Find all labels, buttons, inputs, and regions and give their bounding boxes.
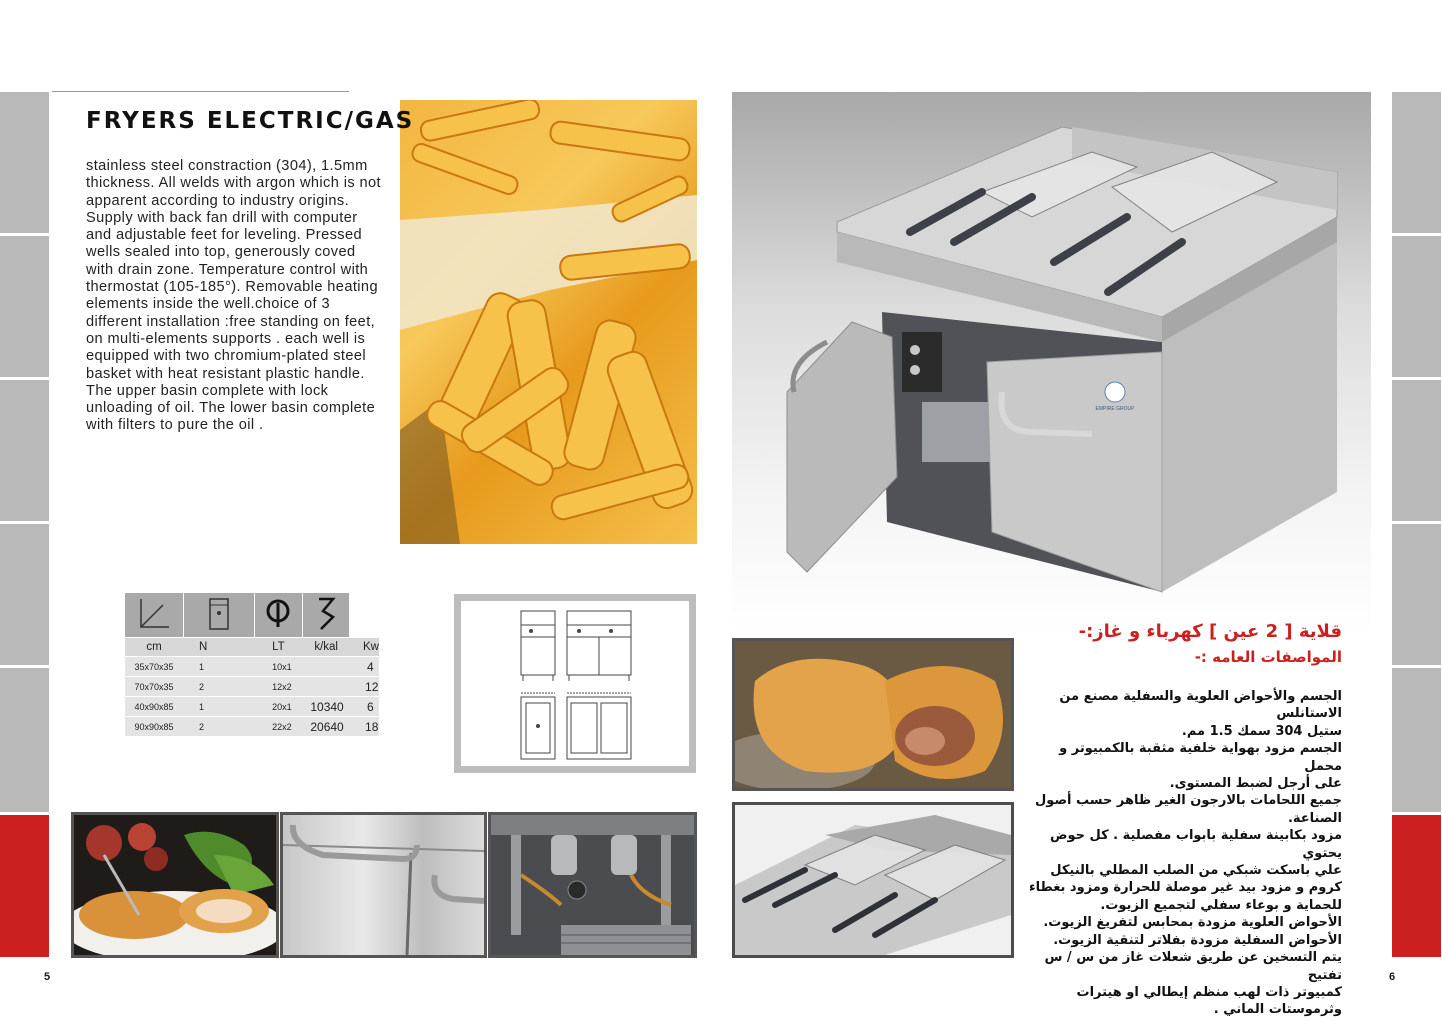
arabic-line: على أرجل لضبط المستوى.: [1169, 776, 1342, 792]
arabic-line: الأحواض العلوية مزودة بمحابس لتفريغ الزيوت.: [1043, 915, 1342, 931]
side-tab-right-1: [1392, 92, 1441, 233]
side-tab-left-4: [0, 524, 49, 665]
arabic-line: مزود بكابينة سفلية بابواب مفصلية . كل حوض يحتوي: [1049, 828, 1342, 861]
side-tab-left-active: [0, 815, 49, 957]
col-litres: LT: [254, 638, 302, 657]
fryer-hero-image: [732, 92, 1371, 632]
photo-gas-burners: [488, 812, 697, 958]
side-tab-left-3: [0, 380, 49, 521]
arabic-line: كروم و مزود بيد غير موصلة للحرارة ومزود بغطاء: [1029, 880, 1342, 896]
table-row: [125, 677, 379, 697]
photo-door-handles: [280, 812, 487, 958]
arabic-line: علي باسكت شبكي من الصلب المطلي بالنيكل: [1050, 863, 1342, 879]
page-number-right: 6: [1389, 971, 1396, 983]
col-basins: N: [183, 638, 254, 657]
side-tab-right-active: [1392, 815, 1441, 957]
arabic-line: الجسم والأحواض العلوية والسفلية مصنع من الاستانلس: [1059, 689, 1342, 722]
arabic-line: الصناعة.: [1287, 810, 1342, 826]
arabic-line: يتم التسخين عن طريق شعلات غاز من س / س تفتيح: [1044, 950, 1342, 983]
photo-spring-roll: [732, 638, 1014, 791]
cell-kcal: 10340: [302, 697, 349, 717]
cell-kcal: [302, 657, 349, 677]
spec-table: [125, 593, 379, 737]
cell-kw: 6: [349, 697, 379, 717]
arabic-specifications: [1024, 688, 1342, 1019]
dimension-icon: [125, 593, 183, 638]
fries-photo: [400, 100, 697, 544]
arabic-title: قلاية [ 2 عين ] كهرباء و غاز:-: [1078, 621, 1342, 642]
cell-litres: 20x1: [254, 697, 302, 717]
side-tab-right-3: [1392, 380, 1441, 521]
table-row: [125, 657, 379, 677]
cell-litres: 22x2: [254, 717, 302, 737]
arabic-line: ستيل 304 سمك 1.5 مم.: [1181, 723, 1342, 739]
title-rule: [52, 91, 349, 92]
page-title: FRYERS ELECTRIC/GAS: [86, 108, 415, 134]
photo-fryer-top: [732, 802, 1014, 958]
cell-basins: 2: [183, 677, 254, 697]
cell-kcal: 20640: [302, 717, 349, 737]
arabic-line: جميع اللحامات بالارجون الغير ظاهر حسب أصول: [1035, 793, 1342, 809]
table-row: [125, 697, 379, 717]
brand-badge: EMPIRE GROUP: [1095, 406, 1135, 412]
side-tab-right-2: [1392, 236, 1441, 377]
arabic-line: وثرموستات الماني .: [1213, 1002, 1342, 1018]
cell-basins: 1: [183, 697, 254, 717]
cell-kcal: [302, 677, 349, 697]
cell-litres: 10x1: [254, 657, 302, 677]
col-dimensions: cm: [125, 638, 183, 657]
technical-drawings: [454, 594, 696, 773]
arabic-subtitle: المواصفات العامه :-: [1194, 648, 1342, 666]
table-row: [125, 717, 379, 737]
basin-icon: [183, 593, 254, 638]
side-tab-left-5: [0, 668, 49, 812]
side-tab-left-2: [0, 236, 49, 377]
cell-litres: 12x2: [254, 677, 302, 697]
photo-chicken-plate: [71, 812, 279, 958]
cell-kw: 12: [349, 677, 379, 697]
power-icon: [302, 593, 349, 638]
cell-basins: 2: [183, 717, 254, 737]
cell-dimensions: 70x70x35: [125, 677, 183, 697]
cell-dimensions: 35x70x35: [125, 657, 183, 677]
col-kcal: k/kal: [302, 638, 349, 657]
cell-dimensions: 90x90x85: [125, 717, 183, 737]
gas-burner-icon: [254, 593, 302, 638]
side-tab-right-5: [1392, 668, 1441, 812]
cell-dimensions: 40x90x85: [125, 697, 183, 717]
arabic-line: للحماية و بوعاء سفلي لتجميع الزيوت.: [1100, 897, 1342, 913]
arabic-line: كمبيوتر ذات لهب منظم إيطالي او هيترات: [1076, 984, 1342, 1000]
side-tab-right-4: [1392, 524, 1441, 665]
cell-kw: 4: [349, 657, 379, 677]
product-description: stainless steel constraction (304), 1.5mm thickness. All welds with argon which is not apparent according to industry origins. Supply with back fan drill with computer and adjustable feet for leveling. Pressed wells sealed into top, generously coved with drain zone. Temperature control with thermostat (105-185°). Removable heating elements inside the well.choice of 3 different installation :free standing on feet, on multi-elements supports . each well is equipped with two chromium-plated steel basket with heat resistant plastic handle. The upper basin complete with lock unloading of oil. The lower basin complete with filters to pure the oil .: [86, 158, 382, 434]
page-number-left: 5: [44, 971, 51, 983]
side-tab-left-1: [0, 92, 49, 233]
col-kw: Kw: [349, 638, 379, 657]
arabic-line: الأحواض السفلية مزودة بفلاتر لتنقية الزيوت.: [1053, 932, 1342, 948]
cell-basins: 1: [183, 657, 254, 677]
arabic-line: الجسم مزود بهواية خلفية مثقبة بالكمبيوتر و محمل: [1059, 741, 1342, 774]
cell-kw: 18: [349, 717, 379, 737]
